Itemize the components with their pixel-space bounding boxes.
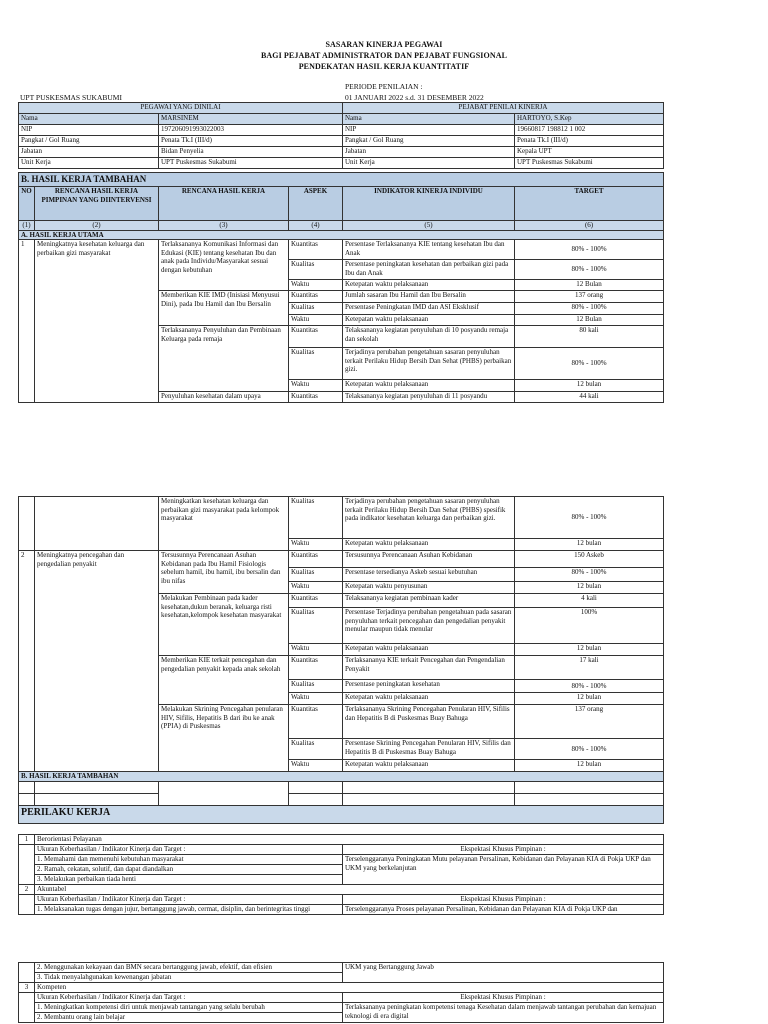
target-cell: 44 kali (515, 392, 664, 403)
aspek-cell: Waktu (289, 582, 343, 594)
unit-name: UPT PUSKESMAS SUKABUMI (20, 93, 122, 102)
indikator-cell: Tersusunnya Perencanaan Asuhan Kebidanan (343, 551, 515, 568)
empty-cell (515, 794, 664, 806)
rencana-cell: Memberikan KIE IMD (Inisiasi Menyusui Dini), pada Ibu Hamil dan Ibu Bersalin (159, 291, 289, 326)
ukuran-label: Ukuran Keberhasilan / Indikator Kinerja dan Target : (35, 993, 343, 1003)
aspek-cell: Kuantitas (289, 392, 343, 403)
empty-cell (159, 782, 289, 806)
empty-cell (343, 794, 515, 806)
empty-cell (19, 895, 35, 915)
target-cell: 80% - 100% (515, 348, 664, 380)
perilaku-table-cont (18, 962, 664, 1023)
target-cell: 12 Bulan (515, 280, 664, 291)
perilaku-point: 3. Tidak menyalahgunakan kewenangan jabatan (35, 973, 343, 983)
rencana-cell: Melakukan Skrining Pencegahan penularan HIV, Sifilis, Hepatitis B dari ibu ke anak (PPIA) di Puskesmas (159, 705, 289, 772)
aspek-cell: Kuantitas (289, 240, 343, 260)
hasil-kerja-table-p1 (18, 172, 664, 403)
aspek-cell: Waktu (289, 644, 343, 656)
label-jabatan-penilai: Jabatan (343, 147, 515, 158)
indikator-cell: Persentase Terjadinya perubahan pengetahuan pada sasaran penyuluhan terkait pencegahan dan pengedalian penyakit menular maupun tidak menular (343, 608, 515, 644)
value-unit-kerja-penilai: UPT Puskesmas Sukabumi (515, 158, 664, 169)
col-num-2: (2) (35, 221, 159, 231)
value-nip: 197206091993022003 (159, 125, 343, 136)
perilaku-point: 2. Ramah, cekatan, solutif, dan dapat diandalkan (35, 865, 343, 875)
target-cell: 12 bulan (515, 760, 664, 772)
label-pangkat: Pangkat / Gol Ruang (19, 136, 159, 147)
col-num-4: (4) (289, 221, 343, 231)
label-nama: Nama (19, 114, 159, 125)
value-pangkat-penilai: Penata Tk.I (III/d) (515, 136, 664, 147)
aspek-cell: Waktu (289, 693, 343, 705)
indikator-cell: Ketepatan waktu pelaksanaan (343, 380, 515, 392)
ekspektasi-text: Terselenggaranya Peningkatan Mutu pelayanan Persalinan, Kebidanan dan Pelayanan KIA di Pokja UKP dan UKM yang berkelanjutan (343, 855, 664, 885)
periode-value: 01 JANUARI 2022 s.d. 31 DESEMBER 2022 (345, 93, 484, 102)
hasil-kerja-table-p2 (18, 496, 664, 824)
col-rencana-pimpinan: RENCANA HASIL KERJA PIMPINAN YANG DIINTERVENSI (35, 187, 159, 221)
target-cell: 12 Bulan (515, 315, 664, 326)
empty-cell (19, 782, 35, 794)
pejabat-penilai-heading: PEJABAT PENILAI KINERJA (343, 103, 664, 114)
target-cell: 12 bulan (515, 539, 664, 551)
target-cell: 80 kali (515, 326, 664, 348)
empty-cell (19, 993, 35, 1023)
ekspektasi-text: UKM yang Bertanggung Jawab (343, 963, 664, 983)
target-cell: 80% - 100% (515, 680, 664, 693)
perilaku-no: 1 (19, 835, 35, 845)
perilaku-no: 3 (19, 983, 35, 993)
indikator-cell: Ketepatan waktu penyusunan (343, 582, 515, 594)
indikator-cell: Persentase tersedianya Askeb sesuai kebutuhan (343, 568, 515, 582)
label-unit-kerja-penilai: Unit Kerja (343, 158, 515, 169)
target-cell: 80% - 100% (515, 739, 664, 760)
target-cell: 80% - 100% (515, 497, 664, 539)
value-nip-penilai: 19660817 198812 1 002 (515, 125, 664, 136)
col-num-1: (1) (19, 221, 35, 231)
aspek-cell: Kuantitas (289, 656, 343, 680)
target-cell: 4 kali (515, 594, 664, 608)
value-jabatan: Bidan Penyelia (159, 147, 343, 158)
label-nama-penilai: Nama (343, 114, 515, 125)
perilaku-point: 1. Memahami dan memenuhi kebutuhan masyarakat (35, 855, 343, 865)
label-nip: NIP (19, 125, 159, 136)
perilaku-name: Berorientasi Pelayanan (35, 835, 664, 845)
rencana-cell: Meningkatkan kesehatan keluarga dan perbaikan gizi masyarakat pada kelompok masyarakat (159, 497, 289, 551)
ekspektasi-label: Ekspektasi Khusus Pimpinan : (343, 845, 664, 855)
target-cell: 150 Askeb (515, 551, 664, 568)
value-pangkat: Penata Tk.I (III/d) (159, 136, 343, 147)
aspek-cell: Kuantitas (289, 594, 343, 608)
aspek-cell: Waktu (289, 380, 343, 392)
indikator-cell: Ketepatan waktu pelaksanaan (343, 280, 515, 291)
perilaku-point: 2. Menggunakan kekayaan dan BMN secara bertanggung jawab, efektif, dan efisien (35, 963, 343, 973)
aspek-cell: Kuantitas (289, 551, 343, 568)
indikator-cell: Telaksananya kegiatan penyuluhan di 11 posyandu (343, 392, 515, 403)
section-a-heading: A. HASIL KERJA UTAMA (19, 230, 664, 240)
rencana-pimpinan-cell: Meningkatnya kesehatan keluarga dan perbaikan gizi masyarakat (35, 240, 159, 403)
col-num-5: (5) (343, 221, 515, 231)
empty-cell (343, 782, 515, 794)
row-no: 2 (19, 551, 35, 772)
empty-cell (289, 794, 343, 806)
perilaku-table (18, 834, 664, 915)
ukuran-label: Ukuran Keberhasilan / Indikator Kinerja dan Target : (35, 845, 343, 855)
doc-title: SASARAN KINERJA PEGAWAI (325, 40, 443, 49)
ekspektasi-label: Ekspektasi Khusus Pimpinan : (343, 895, 664, 905)
col-no: NO (19, 187, 35, 221)
rencana-cell: Terlaksananya Penyuluhan dan Pembinaan Keluarga pada remaja (159, 326, 289, 392)
indikator-cell: Telaksananya kegiatan pembinaan kader (343, 594, 515, 608)
empty-cell (19, 963, 35, 983)
rencana-pimpinan-cell: Meningkatnya pencegahan dan pengedalian penyakit (35, 551, 159, 772)
aspek-cell: Waktu (289, 539, 343, 551)
periode-label: PERIODE PENILAIAN : (345, 82, 423, 91)
empty-cell (19, 845, 35, 885)
target-cell: 12 bulan (515, 582, 664, 594)
perilaku-name: Kompeten (35, 983, 664, 993)
target-cell: 137 orang (515, 291, 664, 303)
indikator-cell: Ketepatan waktu pelaksanaan (343, 693, 515, 705)
pegawai-dinilai-heading: PEGAWAI YANG DINILAI (19, 103, 343, 114)
perilaku-point: 2. Membantu orang lain belajar (35, 1013, 343, 1023)
target-cell: 80% - 100% (515, 568, 664, 582)
rencana-pimpinan-empty (35, 497, 159, 551)
col-num-6: (6) (515, 221, 664, 231)
ekspektasi-label: Ekspektasi Khusus Pimpinan : (343, 993, 664, 1003)
indikator-cell: Terjadinya perubahan pengetahuan sasaran penyuluhan terkait Perilaku Hidup Bersih Dan Sehat (PHBS) spesifik pada indikator kesehatan keluarga dan perbaikan gizi. (343, 497, 515, 539)
value-nama: MARSINEM (159, 114, 343, 125)
identity-table (18, 102, 664, 169)
ukuran-label: Ukuran Keberhasilan / Indikator Kinerja dan Target : (35, 895, 343, 905)
aspek-cell: Kualitas (289, 568, 343, 582)
indikator-cell: Terjadinya perubahan pengetahuan sasaran penyuluhan terkait Perilaku Hidup Bersih Dan Sehat (PHBS) perbaikan gizi. (343, 348, 515, 380)
col-target: TARGET (515, 187, 664, 221)
value-nama-penilai: HARTOYO, S.Kep (515, 114, 664, 125)
target-cell: 12 bulan (515, 644, 664, 656)
indikator-cell: Persentase peningkatan kesehatan (343, 680, 515, 693)
perilaku-name: Akuntabel (35, 885, 664, 895)
rencana-cell: Memberikan KIE terkait pencegahan dan pengedalian penyakit kepada anak sekolah (159, 656, 289, 705)
aspek-cell: Kualitas (289, 260, 343, 280)
aspek-cell: Kuantitas (289, 705, 343, 739)
col-aspek: ASPEK (289, 187, 343, 221)
col-rencana: RENCANA HASIL KERJA (159, 187, 289, 221)
perilaku-no: 2 (19, 885, 35, 895)
doc-subtitle: BAGI PEJABAT ADMINISTRATOR DAN PEJABAT FUNGSIONAL (260, 51, 508, 60)
row-no-empty (19, 497, 35, 551)
target-cell: 17 kali (515, 656, 664, 680)
indikator-cell: Terlaksananya KIE terkait Pencegahan dan Pengendalian Penyakit (343, 656, 515, 680)
indikator-cell: Terlaksananya Skrining Pencegahan Penularan HIV, Sifilis dan Hepatitis B di Puskesmas Buay Bahuga (343, 705, 515, 739)
aspek-cell: Kualitas (289, 608, 343, 644)
empty-cell (35, 782, 159, 794)
empty-cell (289, 782, 343, 794)
col-indikator: INDIKATOR KINERJA INDIVIDU (343, 187, 515, 221)
aspek-cell: Waktu (289, 280, 343, 291)
perilaku-point: 1. Melaksanakan tugas dengan jujur, bertanggung jawab, cermat, disiplin, dan berintegritas tinggi (35, 905, 343, 915)
doc-subtitle-2: PENDEKATAN HASIL KERJA KUANTITATIF (298, 62, 470, 71)
rencana-cell: Terlaksananya Komunikasi Informasi dan Edukasi (KIE) tentang kesehatan Ibu dan anak pada Individu/Masyarakat sesuai dengan kebutuhan (159, 240, 289, 291)
section-b-heading-2: B. HASIL KERJA TAMBAHAN (19, 772, 664, 782)
ekspektasi-text: Terselenggaranya Proses pelayanan Persalinan, Kebidanan dan Pelayanan KIA di Pokja UKP dan (343, 905, 664, 915)
perilaku-point: 3. Melakukan perbaikan tiada henti (35, 875, 343, 885)
aspek-cell: Kualitas (289, 739, 343, 760)
aspek-cell: Waktu (289, 315, 343, 326)
indikator-cell: Persentase Peningkatan IMD dan ASI Eksklusif (343, 303, 515, 315)
rencana-cell: Tersusunnya Perencanaan Asuhan Kebidanan pada Ibu Hamil Fisiologis sebelum hamil, ibu hamil, ibu bersalin dan ibu nifas (159, 551, 289, 594)
label-nip-penilai: NIP (343, 125, 515, 136)
indikator-cell: Ketepatan waktu pelaksanaan (343, 315, 515, 326)
indikator-cell: Ketepatan waktu pelaksanaan (343, 760, 515, 772)
indikator-cell: Ketepatan waktu pelaksanaan (343, 644, 515, 656)
value-jabatan-penilai: Kepala UPT (515, 147, 664, 158)
aspek-cell: Kualitas (289, 348, 343, 380)
col-num-3: (3) (159, 221, 289, 231)
indikator-cell: Ketepatan waktu pelaksanaan (343, 539, 515, 551)
target-cell: 80% - 100% (515, 240, 664, 260)
target-cell: 80% - 100% (515, 260, 664, 280)
target-cell: 137 orang (515, 705, 664, 739)
value-unit-kerja: UPT Puskesmas Sukabumi (159, 158, 343, 169)
aspek-cell: Waktu (289, 760, 343, 772)
indikator-cell: Jumlah sasaran Ibu Hamil dan Ibu Bersalin (343, 291, 515, 303)
indikator-cell: Persentase peningkatan kesehatan dan perbaikan gizi pada Ibu dan Anak (343, 260, 515, 280)
target-cell: 12 bulan (515, 380, 664, 392)
aspek-cell: Kualitas (289, 680, 343, 693)
target-cell: 100% (515, 608, 664, 644)
row-no: 1 (19, 240, 35, 403)
perilaku-kerja-heading: PERILAKU KERJA (19, 806, 664, 824)
perilaku-point: 1. Meningkatkan kompetensi diri untuk menjawab tantangan yang selalu berubah (35, 1003, 343, 1013)
indikator-cell: Telaksananya kegiatan penyuluhan di 10 posyandu remaja dan sekolah (343, 326, 515, 348)
target-cell: 12 bulan (515, 693, 664, 705)
empty-cell (35, 794, 159, 806)
aspek-cell: Kualitas (289, 303, 343, 315)
label-jabatan: Jabatan (19, 147, 159, 158)
aspek-cell: Kuantitas (289, 326, 343, 348)
section-b-heading: B. HASIL KERJA TAMBAHAN (19, 173, 664, 187)
label-pangkat-penilai: Pangkat / Gol Ruang (343, 136, 515, 147)
aspek-cell: Kualitas (289, 497, 343, 539)
label-unit-kerja: Unit Kerja (19, 158, 159, 169)
target-cell: 80% - 100% (515, 303, 664, 315)
rencana-cell: Penyuluhan kesehatan dalam upaya (159, 392, 289, 403)
aspek-cell: Kuantitas (289, 291, 343, 303)
ekspektasi-text: Terlaksananya peningkatan kompetensi tenaga Kesehatan dalam menjawab tantangan perubahan dan kemajuan teknologi di era digital (343, 1003, 664, 1023)
indikator-cell: Persentase Terlaksananya KIE tentang kesehatan Ibu dan Anak (343, 240, 515, 260)
empty-cell (19, 794, 35, 806)
indikator-cell: Persentase Skrining Pencegahan Penularan HIV, Sifilis dan Hepatitis B di Puskesmas Buay Bahuga (343, 739, 515, 760)
empty-cell (515, 782, 664, 794)
rencana-cell: Melakukan Pembinaan pada kader kesehatan,dukun beranak, keluarga risti kesehatan,kelompok kesehatan masyarakat (159, 594, 289, 656)
